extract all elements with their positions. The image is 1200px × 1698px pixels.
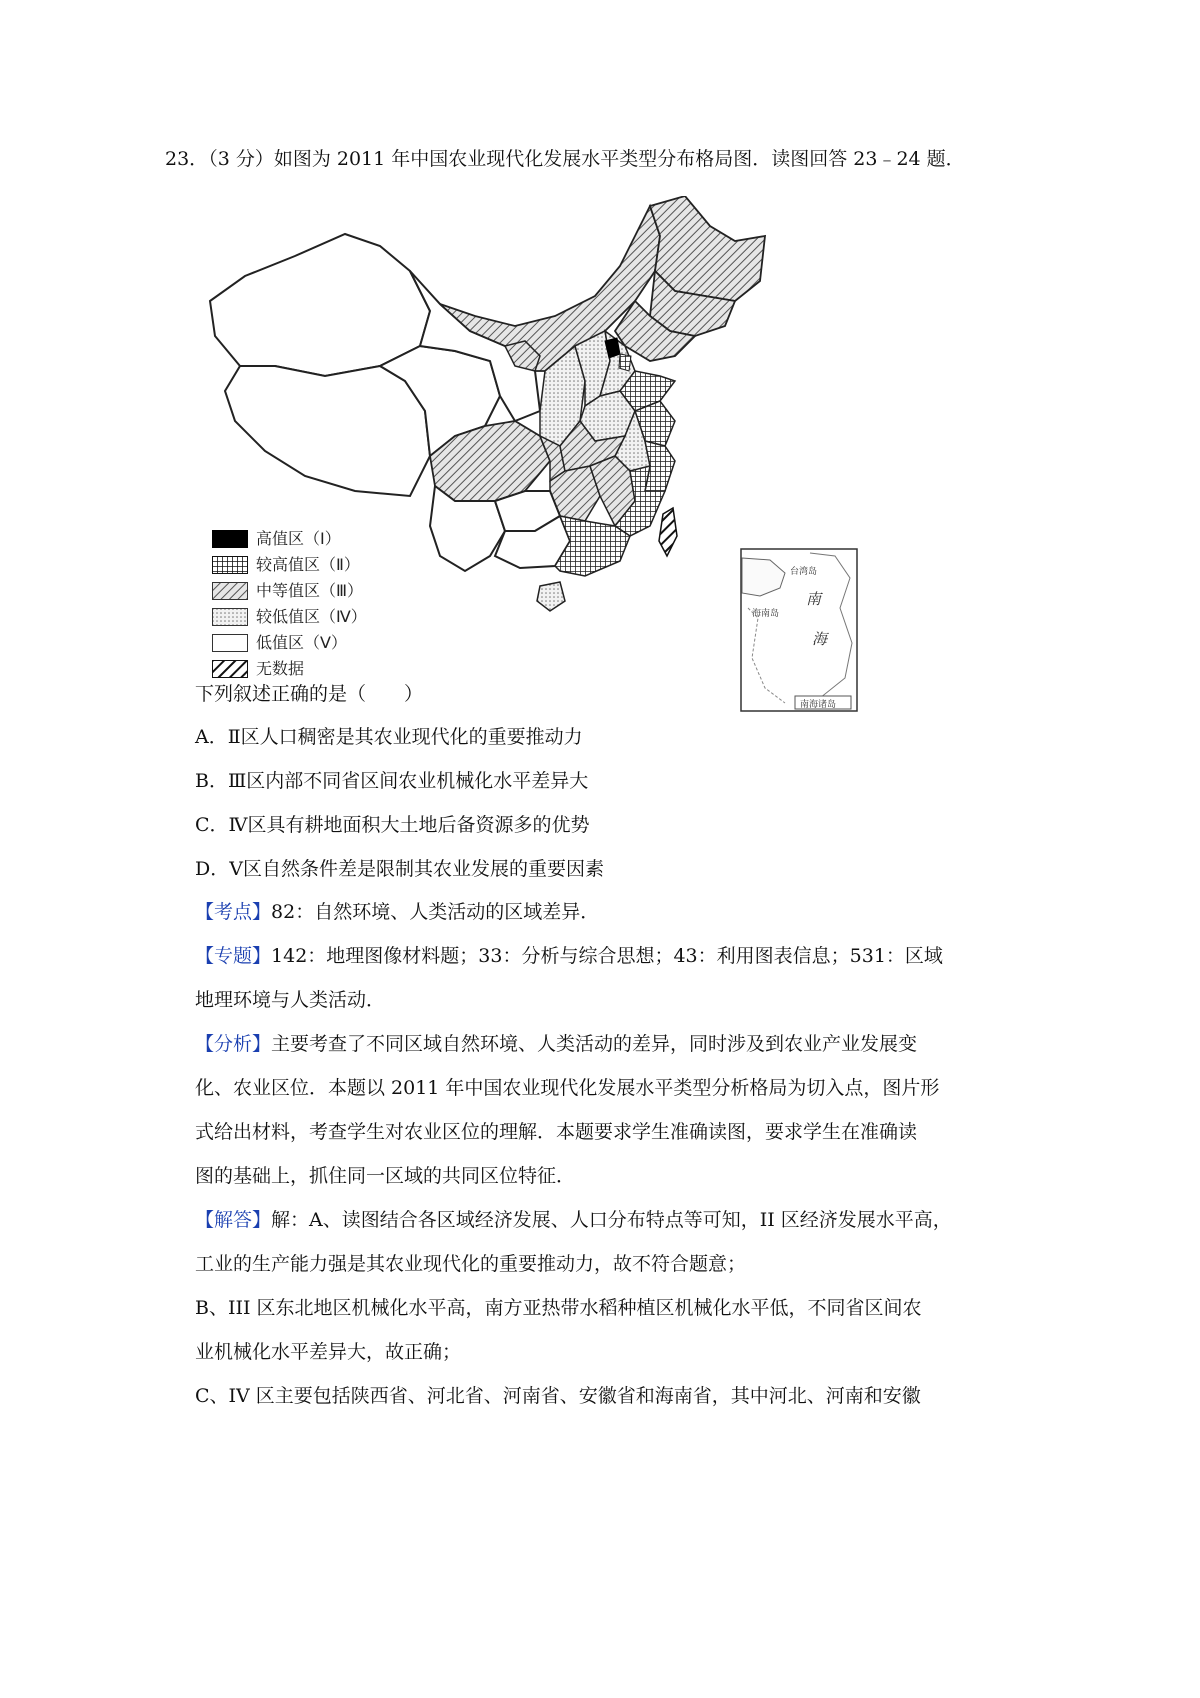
option-d: D．Ⅴ区自然条件差是限制其农业发展的重要因素 (195, 858, 604, 880)
legend-swatch-higher (212, 556, 248, 574)
fenxi-tag: 【分析】 (195, 1033, 272, 1055)
kaodian-text: 82：自然环境、人类活动的区域差异． (271, 901, 600, 923)
zhuanti-line-1 (195, 943, 943, 969)
question-stem (165, 146, 965, 172)
legend-swatch-lower (212, 608, 248, 626)
jieda-tag: 【解答】 (195, 1209, 272, 1231)
legend-label: 较高值区（Ⅱ） (256, 555, 360, 574)
inset-left-label: 海南岛 (752, 609, 780, 619)
kaodian-section (195, 899, 599, 925)
jieda-line-5: C、IV 区主要包括陕西省、河北省、河南省、安徽省和海南省，其中河北、河南和安徽 (195, 1385, 921, 1407)
option-c: C．Ⅳ区具有耕地面积大土地后备资源多的优势 (195, 814, 590, 836)
legend-label: 无数据 (256, 659, 305, 678)
fenxi-line-4: 图的基础上，抓住同一区域的共同区位特征． (195, 1165, 576, 1187)
legend-label: 较低值区（Ⅳ） (256, 607, 367, 626)
inset-sea-label-1: 南 (806, 590, 822, 608)
legend-label: 低值区（Ⅴ） (256, 633, 347, 652)
legend-label: 高值区（Ⅰ） (256, 529, 341, 548)
inset-bottom-label: 南海诸岛 (800, 700, 837, 710)
jieda-line-2: 工业的生产能力强是其农业现代化的重要推动力，故不符合题意； (195, 1253, 747, 1275)
region-tianjin (619, 354, 631, 371)
jieda-line-1 (195, 1207, 952, 1233)
inset-sea-label-2: 海 (812, 630, 828, 648)
jieda-text-1: 解：A、读图结合各区域经济发展、人口分布特点等可知，II 区经济发展水平高， (271, 1209, 952, 1231)
jieda-line-4: 业机械化水平差异大，故正确； (195, 1341, 462, 1363)
fenxi-line-1 (195, 1031, 917, 1057)
region-xinjiang (210, 234, 430, 376)
region-taiwan (659, 508, 677, 556)
question-number: 23． (165, 148, 209, 170)
legend-swatch-low (212, 634, 248, 652)
fenxi-text-1: 主要考查了不同区域自然环境、人类活动的差异，同时涉及到农业产业发展变 (271, 1033, 918, 1055)
fenxi-line-3: 式给出材料，考查学生对农业区位的理解．本题要求学生准确读图，要求学生在准确读 (195, 1121, 918, 1143)
zhuanti-text-1: 142：地理图像材料题；33：分析与综合思想；43：利用图表信息；531：区域 (271, 945, 943, 967)
legend-swatch-medium (212, 582, 248, 600)
legend-swatch-high (212, 530, 248, 548)
option-b: B．Ⅲ区内部不同省区间农业机械化水平差异大 (195, 770, 589, 792)
zhuanti-line-2: 地理环境与人类活动． (195, 989, 386, 1011)
jieda-line-3: B、III 区东北地区机械化水平高，南方亚热带水稻种植区机械化水平低，不同省区间农 (195, 1297, 922, 1319)
region-tibet (225, 366, 430, 496)
legend-swatch-nodata (212, 660, 248, 678)
inset-top-label: 台湾岛 (790, 567, 818, 577)
question-prompt: 下列叙述正确的是（ ） (195, 683, 424, 705)
kaodian-tag: 【考点】 (195, 901, 272, 923)
zhuanti-tag: 【专题】 (195, 945, 272, 967)
legend-label: 中等值区（Ⅲ） (256, 581, 364, 600)
fenxi-line-2: 化、农业区位．本题以 2011 年中国农业现代化发展水平类型分析格局为切入点，图片形 (195, 1077, 940, 1099)
region-hainan (537, 582, 565, 611)
option-a: A．Ⅱ区人口稠密是其农业现代化的重要推动力 (195, 726, 583, 748)
question-stem-text: （3 分）如图为 2011 年中国农业现代化发展水平类型分布格局图．读图回答 23﹣24 题． (208, 148, 965, 170)
south-china-sea-inset (740, 548, 858, 712)
